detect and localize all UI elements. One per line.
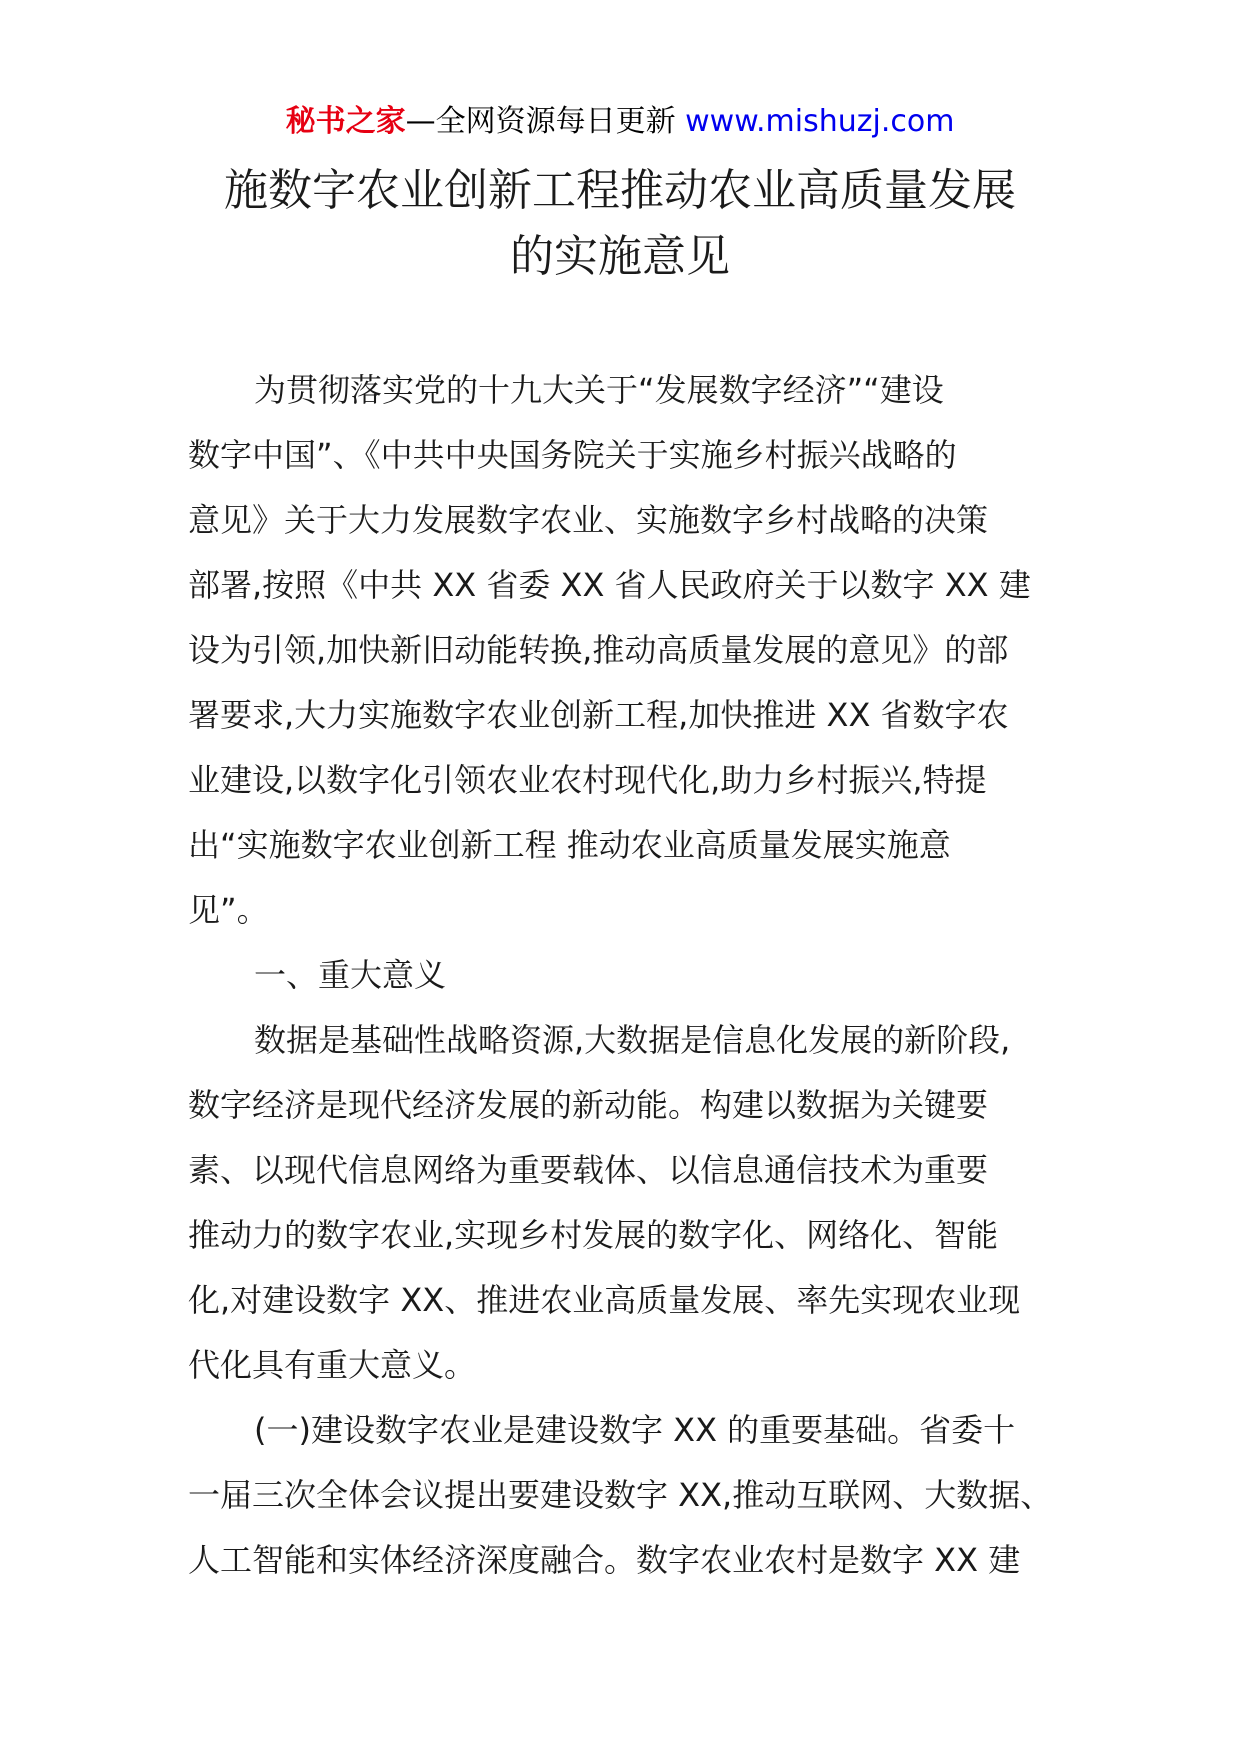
title-line-2: 的实施意见 [510,231,730,282]
body-line: 素、以现代信息网络为重要载体、以信息通信技术为重要 [188,1151,989,1189]
body-line: 见”。 [188,891,269,929]
body-line: 设为引领,加快新旧动能转换,推动高质量发展的意见》的部 [188,631,1009,669]
body-line: (一)建设数字农业是建设数字 XX 的重要基础。省委十 [254,1411,1016,1449]
body-line: 代化具有重大意义。 [188,1346,477,1384]
body-line: 数字经济是现代经济发展的新动能。构建以数据为关键要 [188,1086,989,1124]
body-line: 推动力的数字农业,实现乡村发展的数字化、网络化、智能 [188,1216,999,1254]
body-line: 出“实施数字农业创新工程 推动农业高质量发展实施意 [188,826,951,864]
body-line: 意见》关于大力发展数字农业、实施数字乡村战略的决策 [188,501,989,539]
body-line: 部署,按照《中共 XX 省委 XX 省人民政府关于以数字 XX 建 [188,566,1031,604]
body-line: 人工智能和实体经济深度融合。数字农业农村是数字 XX 建 [188,1541,1021,1579]
body-line: 为贯彻落实党的十九大关于“发展数字经济”“建设 [254,371,944,409]
site-url-link[interactable]: www.mishuzj.com [685,104,955,139]
site-slogan: —全网资源每日更新 [405,104,686,139]
title-line-1: 施数字农业创新工程推动农业高质量发展 [224,165,1016,216]
document-body [188,358,1053,1593]
body-line: 数据是基础性战略资源,大数据是信息化发展的新阶段, [254,1021,1011,1059]
body-line: 一届三次全体会议提出要建设数字 XX,推动互联网、大数据、 [188,1476,1053,1514]
body-line: 化,对建设数字 XX、推进农业高质量发展、率先实现农业现 [188,1281,1021,1319]
document-title [150,158,1090,290]
site-banner [0,100,1240,144]
site-brand: 秘书之家 [285,104,406,139]
section-heading: 一、重大意义 [254,956,447,994]
body-line: 署要求,大力实施数字农业创新工程,加快推进 XX 省数字农 [188,696,1009,734]
body-line: 数字中国”、《中共中央国务院关于实施乡村振兴战略的 [188,436,957,474]
body-line: 业建设,以数字化引领农业农村现代化,助力乡村振兴,特提 [188,761,987,799]
